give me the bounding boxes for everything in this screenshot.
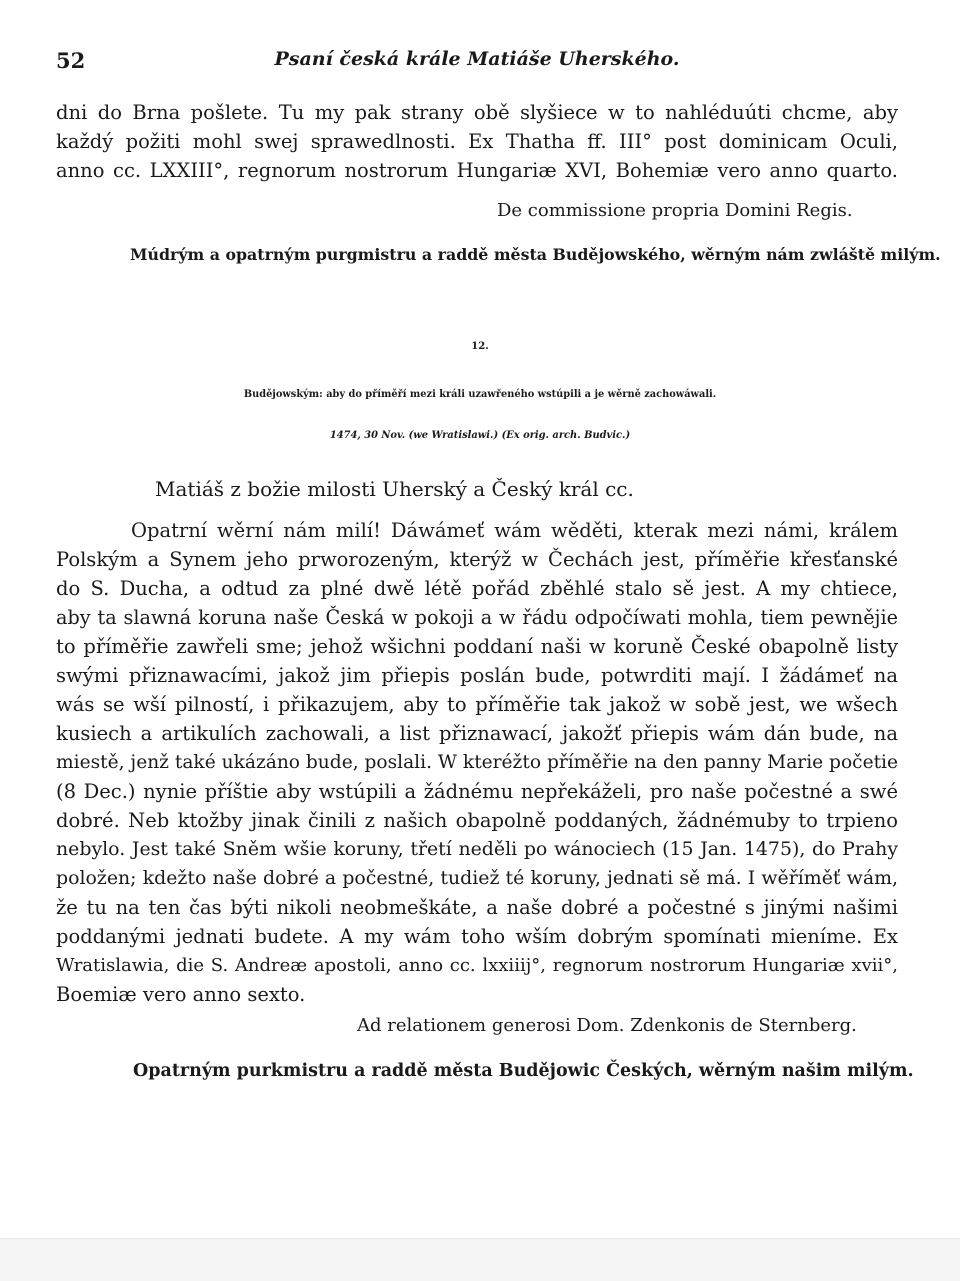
text-line: položen; kdežto naše dobré a počestné, tudiež té koruny, jednati sě má. I wěříměť wám, [56,867,898,889]
text-line: wás se wší pilností, i přikazujem, aby to příměřie tak jakož w sobě jest, we wšech [56,693,898,716]
text-line: to příměřie zawřeli sme; jehož wšichni poddaní naši w koruně České obapolně listy [56,635,898,658]
text-line: že tu na ten čas býti nikoli neobmeškáte, a naše dobré a počestné s jinými našimi [56,896,898,919]
text-line: Opatrní wěrní nám milí! Dáwámeť wám wěděti, kterak mezi námi, králem [131,519,898,542]
text-line: anno ⅽc. LXXIII°, regnorum nostrorum Hungariæ XVI, Bohemiæ vero anno quarto. [56,159,898,182]
letter-body [56,516,898,1009]
text-line: dobré. Neb ktožby jinak činili z našich obapolně poddaných, žádnémuby to trpieno [56,809,898,832]
text-line: Polským a Synem jeho prworozeným, kterýž w Čechách jest, příměřie křesťanské [56,548,898,571]
text-line: swými přiznawacími, jakož jim přiepis poslán bude, potwrditi mají. I žádámeť na [56,664,898,687]
previous-letter-ending [56,98,898,185]
letter-address: Opatrným purkmistru a raddě města Budějowic Českých, wěrným našim milým. [133,1061,914,1081]
text-line: aby ta slawná koruna naše Česká w pokoji a w řádu odpočíwati mohla, tiem pewnějie [56,606,898,629]
page-number: 52 [56,48,86,73]
text-line: do S. Ducha, a odtud za plné dwě létě pořád zběhlé stalo sě jest. A my chtiece, [56,577,898,600]
text-line: (8 Dec.) nynie příštie aby wstúpili a žádnému nepřekáželi, pro naše počestné a swé [56,780,898,803]
text-line: miestě, jenž také ukázáno bude, poslali. W kteréžto příměřie na den panny Marie početie [56,752,898,773]
text-line: Boemiæ vero anno sexto. [56,983,306,1006]
text-line: Wratislawia, die S. Andreæ apostoli, anno ⅽc. lxxiiij°, regnorum nostrorum Hungariæ xvii°, [56,955,898,976]
viewer-bottom-bar [0,1238,960,1281]
commission-note: De commissione propria Domini Regis. [497,200,853,221]
running-head [56,48,898,78]
text-line: každý požiti mohl swej sprawedlnosti. Ex Thatha ff. III° post dominicam Oculi, [56,130,898,153]
running-title: Psaní česká krále Matiáše Uherského. [274,48,680,70]
letter-salutation: Matiáš z božie milosti Uherský a Český král ⅽc. [155,477,634,501]
text-line: kusiech a artikulích zachowali, a list přiznawací, jakožť přiepis wám dán bude, na [56,722,898,745]
letter-number: 12. [471,341,489,352]
relation-note: Ad relationem generosi Dom. Zdenkonis de Sternberg. [357,1015,857,1036]
letter-date-source: 1474, 30 Nov. (we Wratislawi.) (Ex orig. arch. Budvic.) [329,430,631,441]
previous-letter-address: Múdrým a opatrným purgmistru a raddě města Budějowského, wěrným nám zwláště milým. [130,245,941,264]
letter-summary: Budějowským: aby do příměří mezi králi uzawřeného wstúpili a je wěrně zachowáwali. [243,389,717,400]
text-line: dni do Brna pošlete. Tu my pak strany obě slyšiece w to nahléduúti chcme, aby [56,101,898,124]
text-line: poddanými jednati budete. A my wám toho wším dobrým spomínati mieníme. Ex [56,925,898,948]
text-line: nebylo. Jest také Sněm wšie koruny, třetí neděli po wánociech (15 Jan. 1475), do Prahy [56,838,898,860]
